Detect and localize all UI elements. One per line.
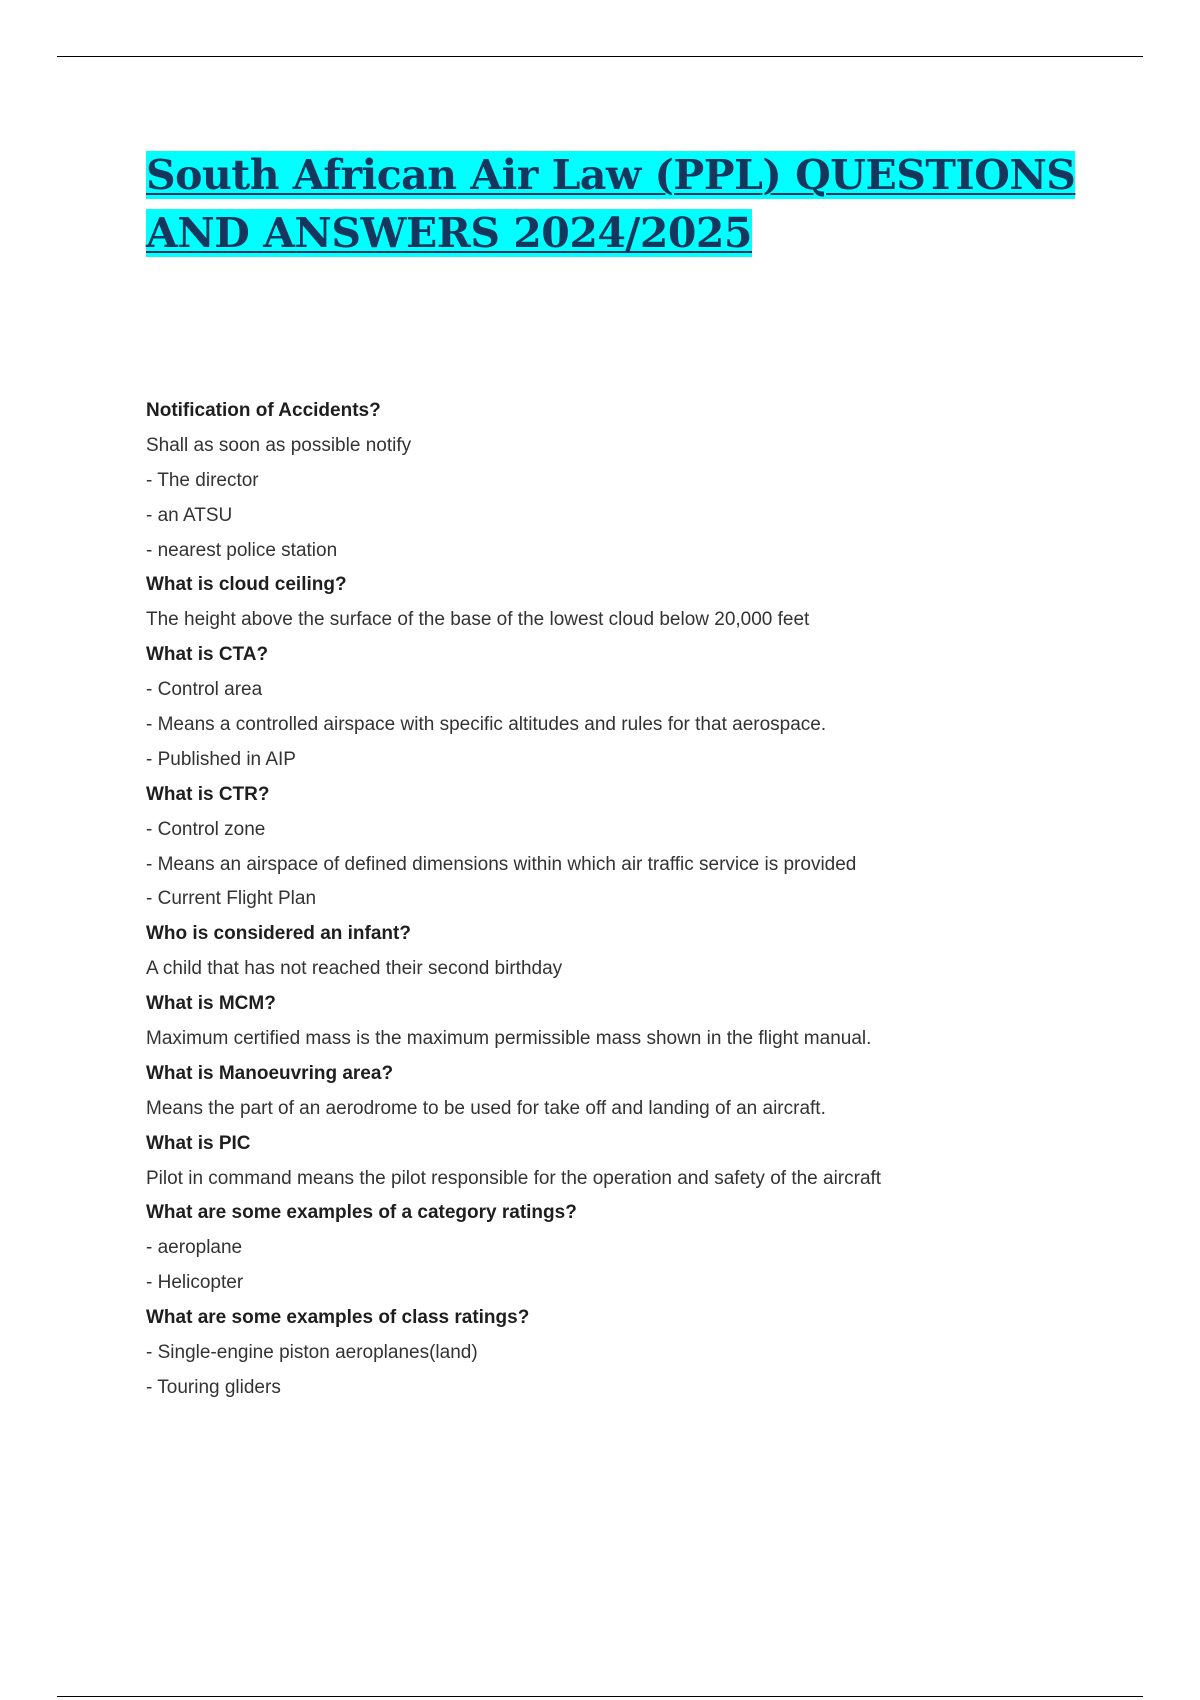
answer-line: - Published in AIP (146, 748, 296, 770)
answer-line: - Control zone (146, 818, 266, 840)
question: What is CTA? (146, 644, 269, 666)
question: What is CTR? (146, 783, 270, 805)
question: What is PIC (146, 1132, 251, 1154)
answer-line: - Touring gliders (146, 1376, 281, 1398)
answer-line: - Means an airspace of defined dimensions within which air traffic service is provided (146, 853, 857, 875)
answer-line: Means the part of an aerodrome to be used for take off and landing of an aircraft. (146, 1097, 826, 1119)
answer-line: - an ATSU (146, 504, 233, 526)
qa-list (146, 394, 1146, 1406)
answer-line: - Means a controlled airspace with specific altitudes and rules for that aerospace. (146, 714, 827, 736)
answer-line: - Single-engine piston aeroplanes(land) (146, 1342, 478, 1364)
document-title-line-2: AND ANSWERS 2024/2025 (146, 209, 752, 257)
answer-line: Shall as soon as possible notify (146, 434, 412, 456)
answer-line: A child that has not reached their second birthday (146, 958, 563, 980)
document-title (146, 146, 1106, 262)
answer-line: Pilot in command means the pilot responsible for the operation and safety of the aircraft (146, 1167, 882, 1189)
question: What is cloud ceiling? (146, 574, 347, 596)
document-title-line-1: South African Air Law (PPL) QUESTIONS (146, 151, 1076, 199)
question: What is MCM? (146, 993, 276, 1015)
question: Who is considered an infant? (146, 923, 411, 945)
answer-line: - nearest police station (146, 539, 338, 561)
answer-line: - Control area (146, 679, 263, 701)
header-rule (57, 56, 1143, 57)
answer-line: Maximum certified mass is the maximum permissible mass shown in the flight manual. (146, 1028, 872, 1050)
question: Notification of Accidents? (146, 400, 381, 421)
answer-line: - Current Flight Plan (146, 888, 317, 910)
question: What are some examples of a category ratings? (146, 1202, 577, 1224)
answer-line: - aeroplane (146, 1237, 243, 1259)
answer-line: - The director (146, 469, 259, 491)
answer-line: - Helicopter (146, 1272, 244, 1294)
footer-rule (57, 1696, 1143, 1697)
question: What are some examples of class ratings? (146, 1307, 530, 1329)
answer-line: The height above the surface of the base of the lowest cloud below 20,000 feet (146, 609, 810, 631)
question: What is Manoeuvring area? (146, 1062, 394, 1084)
